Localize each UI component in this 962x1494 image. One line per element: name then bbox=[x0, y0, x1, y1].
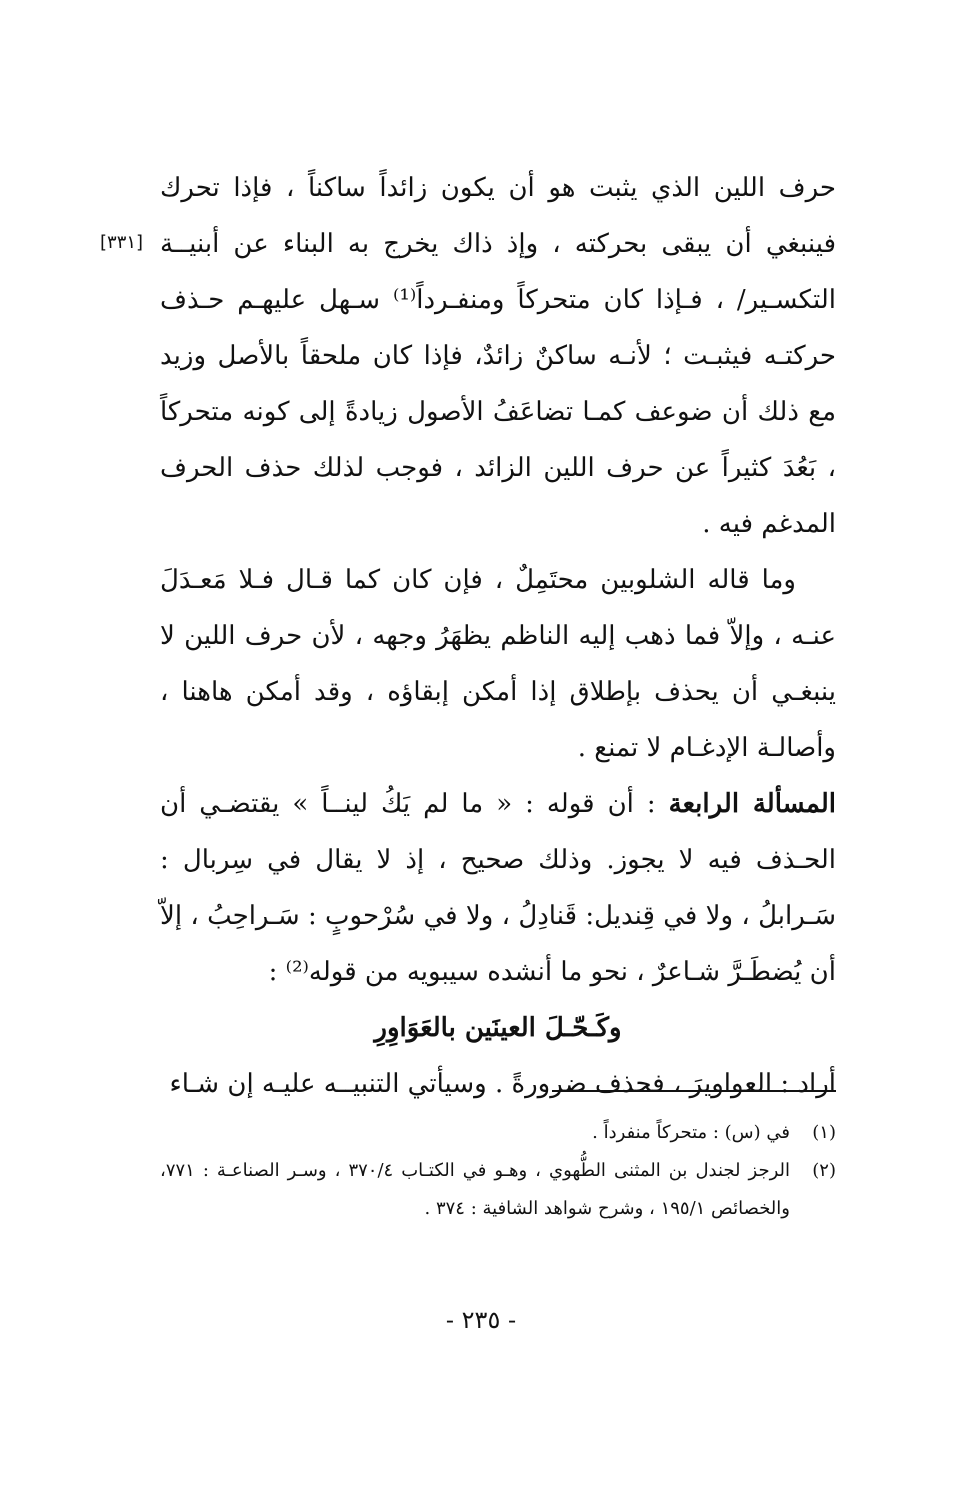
page-number: - ٢٣٥ - bbox=[445, 1306, 517, 1334]
paragraph-1: حرف اللين الذي يثبت هو أن يكون زائداً ساكناً ، فإذا تحرك فينبغي أن يبقى بحركته ، وإذ ذاك يخرج به البناء عن أبنيــة التكسـير/ ، فـإذا كان متحركاً ومنفـرداً⁽¹⁾ سـهل عليهـم حـذف حركتـه فيثبـت ؛ لأنـه ساكنٌ زائدٌ، فإذا كان ملحقاً بالأصل وزيد مع ذلك أن ضوعف كمـا تضاعَفُ الأصول زيادةً إلى كونه متحركاً ، بَعُدَ كثيراً عن حرف اللين الزائد ، فوجب لذلك حذف الحرف المدغم فيه . bbox=[160, 173, 837, 539]
footnote-text: في (س) : متحركاً منفرداً . bbox=[592, 1122, 790, 1143]
main-text bbox=[160, 160, 836, 1112]
footnote-2 bbox=[160, 1152, 836, 1228]
footnote-number: (٢) bbox=[812, 1160, 836, 1181]
footnotes bbox=[160, 1114, 836, 1228]
paragraph-issue bbox=[160, 776, 836, 1000]
footnote-number: (١) bbox=[812, 1122, 836, 1143]
issue-text: : أن قوله : « ما لم يَكُ لينــاً » يقتضـي أن الحـذف فيه لا يجوز. وذلك صحيح ، إذ لا يقال في سِربال : سَـرابلُ ، ولا في قِنديل: قَنادِلُ ، ولا في سُرْحوبٍ : سَـراحِبُ ، إلاّ أن يُضطَـرَّ شـاعرٌ ، نحو ما أنشده سيبويه من قوله⁽²⁾ : bbox=[160, 789, 836, 987]
footnote-separator bbox=[552, 1090, 836, 1092]
poetry-verse: وكَـحّـلَ العينَين بالعَوَاوِرِ bbox=[374, 1013, 622, 1043]
paragraph-closing: أراد : العواويرَ ، فحذف ضرورةً . وسيأتي التنبيــه عليـه إن شـاء bbox=[169, 1069, 836, 1099]
paragraph-2: وما قاله الشلوبين محتَمِلٌ ، فإن كان كما قـال فـلا مَعـدَلَ عنـه ، وإلاّ فما ذهب إليه الناظم يظهَرُ وجهه ، لأن حرف اللين لا ينبغـي أن يحذف بإطلاق إذا أمكن إبقاؤه ، وقد أمكن هاهنا ، وأصالـة الإدغـام لا تمنع . bbox=[160, 565, 836, 763]
footnote-text: الرجز لجندل بن المثنى الطُّهوي ، وهـو في الكتـاب ٣٧٠/٤ ، وسـر الصناعـة : ٧٧١، والخصائص ١٩٥/١ ، وشرح شواهد الشافية : ٣٧٤ . bbox=[160, 1160, 791, 1219]
issue-title: المسألة الرابعة bbox=[668, 789, 836, 819]
manuscript-folio-reference: [٣٣١] bbox=[100, 232, 144, 253]
footnote-1 bbox=[160, 1114, 836, 1152]
